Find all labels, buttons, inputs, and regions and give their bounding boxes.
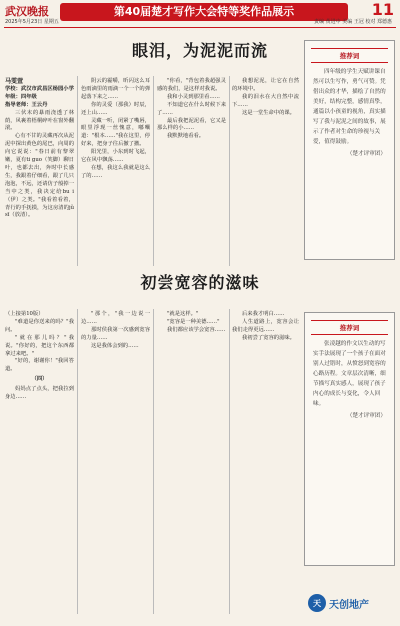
paragraph: 我默默地看看。	[167, 133, 205, 140]
paragraph: 阴云的霾嚼，昕闪这么耳色雨滴里的雨滴一个一个的弹起落下来之……	[81, 78, 150, 100]
author-grade: 年级：四年级	[5, 93, 37, 100]
recommendation-signature: （楚才评审团）	[346, 413, 386, 419]
editor-credits: 责编 黄进中 美编 王冠 校对 郑德惠	[314, 19, 392, 25]
column-divider	[77, 76, 78, 266]
article-column-6	[81, 311, 150, 351]
recommendation-title: 推荐词	[311, 320, 388, 335]
paragraph: 这是一堂生命中的课。	[242, 109, 295, 116]
article-column-4	[232, 78, 299, 118]
article-column-7	[157, 311, 226, 335]
article-headline: 初尝宽容的滋味	[140, 273, 260, 292]
recommendation-box	[304, 40, 395, 260]
recommendation-signature: （楚才评审团）	[346, 151, 386, 157]
paragraph: 三伏末的暴雨浇透了林荫，风裹着梧桐碎叶在窗外翻滚。	[5, 109, 74, 132]
paragraph: "那个，"我一边说一边……	[81, 311, 150, 325]
paragraph: 阳光里，小东到时飞起，它在风中飘荡……	[81, 149, 150, 164]
paragraph: 灵藏一听，闭紧了嘴唇，眼里浮现一丝愧意，嘟囔道："根本……"我在这里，停好来，把身子往后撤了撤。	[81, 117, 150, 148]
author-teacher: 指导老师：王云丹	[5, 101, 48, 108]
paragraph: 在想，我这么我就是这么了的……	[81, 164, 150, 179]
paragraph: 后来我才明白……	[242, 311, 285, 317]
article-column-3	[157, 78, 226, 141]
paragraph: 我想泥泥，让它在自然的环境中。	[232, 78, 299, 92]
column-divider	[77, 309, 78, 614]
page-number: 11	[371, 0, 394, 19]
section-number: （四）	[31, 376, 48, 383]
paragraph: 我和小灵到那里看……	[167, 93, 220, 100]
column-divider	[153, 76, 154, 266]
paragraph: 这是我体会到的……	[91, 342, 139, 349]
author-name: 马雯萱	[5, 78, 24, 85]
column-divider	[153, 309, 154, 614]
paragraph: 心有不甘的灵藏再次从泥泥中探出黄色的尾巴，向周的向它说说："春日前有黎翠嫩，夏有ti guo（笑脚）聊日叶，也都去出，奔时中长感生，我跟着仔细看，跟了几只泡泡，不远，还请仿子般掉一当中之类，我决定给bu i（伊）之类。"我看着看着，青行的手抚摸，为这房清的jǔ sī（放清）。	[5, 133, 74, 219]
paragraph: 我的泪水在大自然中流下……	[232, 93, 299, 108]
newspaper-brand: 武汉晚报	[5, 5, 49, 18]
article-column-5	[5, 311, 74, 402]
recommendation-box	[304, 312, 395, 566]
paragraph: 不知道它在什么时候下来了……	[157, 101, 226, 116]
article-headline: 眼泪，为泥泥而流	[131, 41, 268, 60]
header-rule	[4, 27, 396, 28]
author-school: 学校：武汉市武昌区杨园小学	[5, 85, 74, 92]
paragraph: 最后我把泥泥看，它又是那么样的小……	[157, 117, 226, 132]
recommendation-title: 推荐词	[311, 48, 388, 63]
paragraph: 人生道路上，宽容会让我们走得更远……	[232, 318, 299, 333]
paragraph: "你看，"背包着我超强灵感的我们，是这样对我说。	[157, 78, 226, 92]
paragraph: "宽容是一种美德……"	[167, 318, 220, 325]
article-column-2	[81, 78, 150, 181]
article-column-8	[232, 311, 299, 343]
paragraph: 我初尝了宽容的滋味。	[242, 334, 295, 341]
paragraph: 那时侯我第一次感到宽容的力量……	[81, 326, 150, 341]
paragraph: "难道是你送来的吗？"我问。	[5, 318, 74, 333]
recommendation-body: 张凌越的作文以生动的写实手法展现了一个孩子在面对别人过错时，从愤怒到宽容的心路历程。文章层次清晰，细节描写真实感人，展现了孩子内心的成长与变化，令人回味。	[313, 341, 386, 407]
company-name: 天创地产	[329, 599, 369, 611]
article-column-1	[5, 78, 74, 220]
paragraph: 你的灵爱（那我）时辰，还上山……	[81, 101, 150, 116]
column-divider	[229, 309, 230, 614]
paragraph: "就是这样。"	[167, 311, 199, 317]
page-header	[0, 0, 400, 28]
company-logo-icon: 天	[308, 594, 326, 612]
paragraph: "就在那儿吗？"我说。"你好的，把这个东西都拿过来吧。"	[5, 334, 74, 357]
issue-date: 2025年5月23日 星期五	[5, 19, 59, 25]
paragraph: 妈妈点了点头，把我拉到身边……	[5, 386, 74, 401]
section-banner: 第40届楚才写作大会特等奖作品展示	[60, 3, 348, 21]
column-divider	[229, 76, 230, 266]
paragraph: 我们都应该学会宽容……	[167, 326, 226, 333]
paragraph: "好的，谢谢你！"我回答道。	[5, 358, 74, 373]
advertisement[interactable]	[308, 590, 394, 616]
continuation-note: （上接第10版）	[5, 311, 44, 317]
recommendation-body: 四年级的学生天赋讲课自然可以生写作，勇气可赞。凭借出众的才华，描绘了自然的美好，结构完整，感情真挚，通篇以小孩童的视角，真实描写了我与泥泥之间的故事，展示了作者对生命的珍视与关爱，值得鼓励。	[313, 69, 386, 145]
